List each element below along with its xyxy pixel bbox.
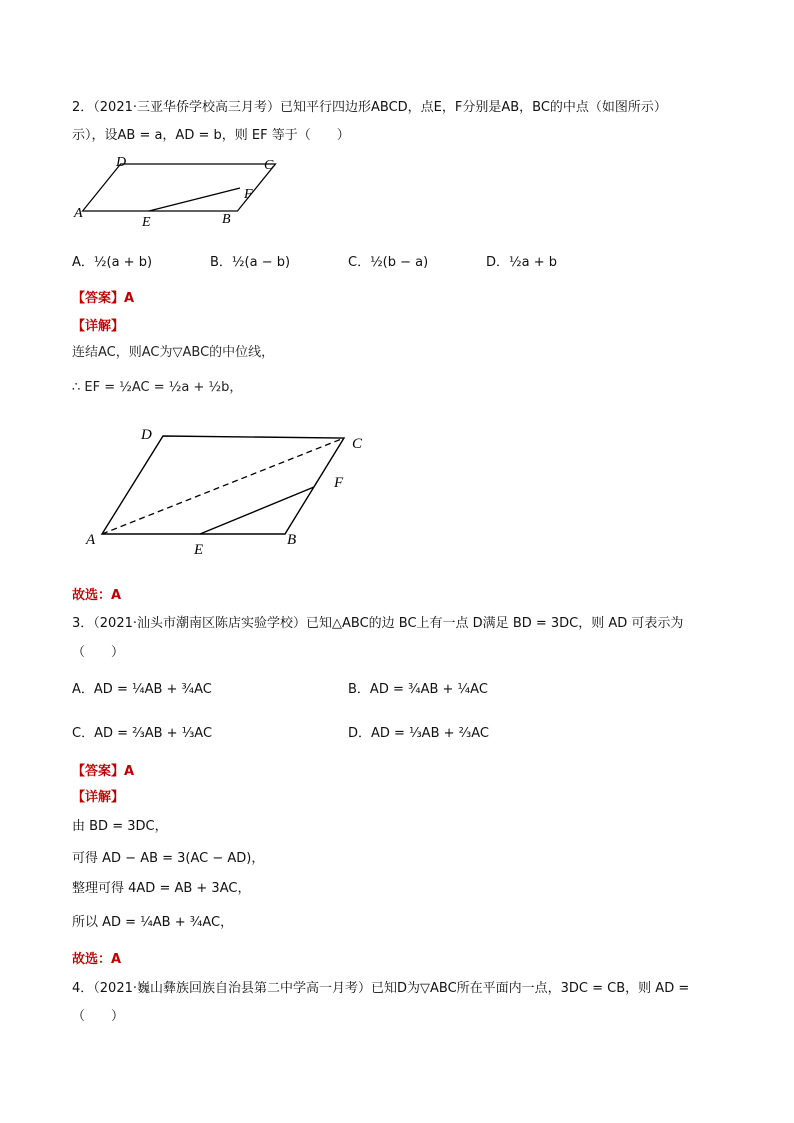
- label-C: C: [264, 158, 274, 173]
- q3-stem-line1: 3．（2021·汕头市潮南区陈店实验学校）已知△ABC的边 BC上有一点 D满足 BD = 3DC，则 AD 可表示为: [72, 616, 684, 631]
- q2-detail-line1: 连结AC，则AC为▽ABC的中位线，: [72, 345, 275, 360]
- q3-step1: 由 BD = 3DC，: [72, 819, 168, 834]
- sol-label-B: B: [287, 532, 297, 548]
- q3-step4: 所以 AD = ¼AB + ¾AC，: [72, 915, 234, 930]
- label-B: B: [222, 212, 231, 227]
- q2-detail-title: 【详解】: [72, 319, 125, 334]
- q4-stem-line2: （ ）: [72, 1009, 125, 1024]
- q3-option-a[interactable]: A．AD = ¼AB + ¾AC: [72, 682, 212, 697]
- q2-solution-figure: [80, 420, 380, 560]
- q2-detail-line2: ∴ EF = ½AC = ½a + ½b，: [72, 380, 243, 395]
- q3-step3: 整理可得 4AD = AB + 3AC，: [72, 881, 251, 896]
- q2-option-b[interactable]: B．½(a − b): [210, 255, 291, 270]
- q2-option-c[interactable]: C．½(b − a): [348, 255, 429, 270]
- q3-choice: 故选：A: [72, 952, 122, 967]
- q3-option-d[interactable]: D．AD = ⅓AB + ⅔AC: [348, 726, 489, 741]
- q4-stem-line1: 4．（2021·巍山彝族回族自治县第二中学高一月考）已知D为▽ABC所在平面内一点，3DC = CB，则 AD =: [72, 981, 690, 996]
- q3-step2: 可得 AD − AB = 3(AC − AD)，: [72, 851, 265, 866]
- sol-label-F: F: [334, 475, 344, 491]
- label-A: A: [74, 206, 83, 221]
- label-F: F: [244, 187, 253, 202]
- q2-stem-line2: 示），设AB = a，AD = b，则 EF 等于（ ）: [72, 128, 350, 143]
- q3-stem-line2: （ ）: [72, 645, 125, 660]
- q3-option-c[interactable]: C．AD = ⅔AB + ⅓AC: [72, 726, 213, 741]
- label-E: E: [142, 215, 151, 230]
- q3-answer: 【答案】A: [72, 764, 135, 779]
- q2-choice: 故选：A: [72, 588, 122, 603]
- sol-label-D: D: [141, 427, 152, 443]
- sol-label-C: C: [352, 436, 363, 452]
- sol-label-E: E: [194, 542, 204, 558]
- q2-parallelogram-figure: [60, 150, 280, 230]
- label-D: D: [116, 155, 127, 170]
- q2-stem-line1: 2．（2021·三亚华侨学校高三月考）已知平行四边形ABCD，点E，F分别是AB，BC的中点（如图所示）: [72, 100, 667, 115]
- sol-label-A: A: [86, 532, 96, 548]
- q3-detail-title: 【详解】: [72, 790, 125, 805]
- q2-option-a[interactable]: A．½(a + b): [72, 255, 153, 270]
- q2-answer: 【答案】A: [72, 291, 135, 306]
- q2-option-d[interactable]: D．½a + b: [486, 255, 557, 270]
- q3-option-b[interactable]: B．AD = ¾AB + ¼AC: [348, 682, 488, 697]
